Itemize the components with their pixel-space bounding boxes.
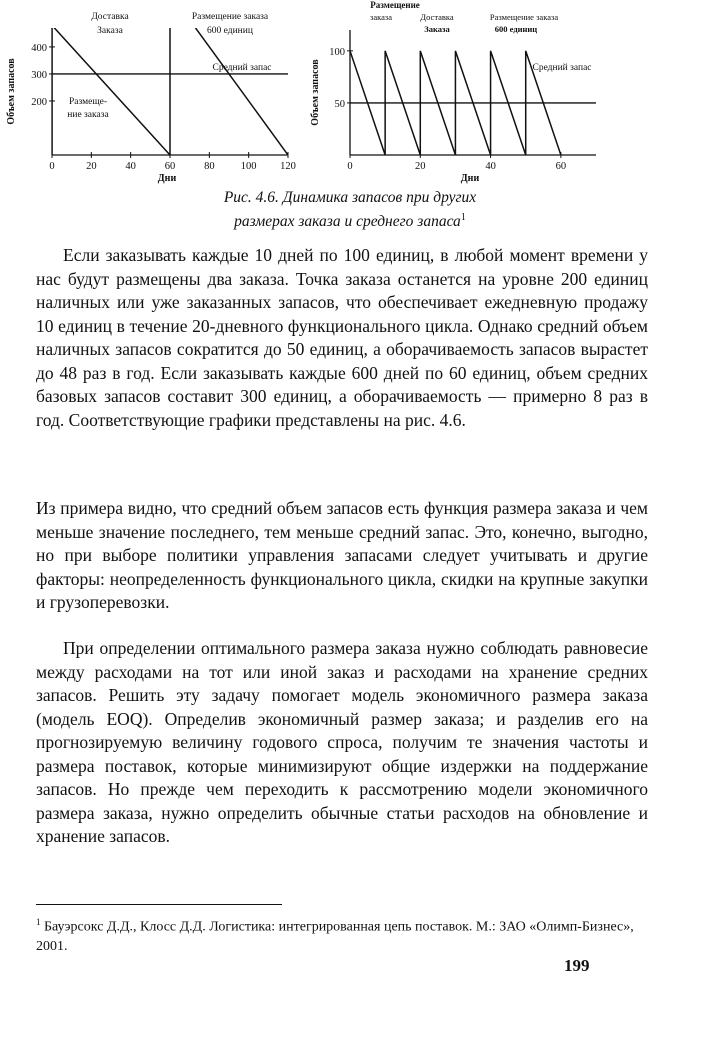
y-tick-label: 50 xyxy=(334,98,345,110)
x-axis-label: Дни xyxy=(460,173,480,184)
x-axis-label: Дни xyxy=(157,173,177,184)
x-tick-label: 80 xyxy=(204,161,215,172)
chart-annotation: 600 единиц xyxy=(207,26,253,36)
footnote-rule xyxy=(36,904,282,905)
figure-svg xyxy=(0,0,701,185)
paragraph-2: Из примера видно, что средний объем запасов есть функция размера заказа и чем меньше значение последнего, тем меньше средний запас. Это, конечно, выгодно, но при выборе политики управления запасами следует учитывать и другие факторы: неопределенность функционального цикла, скидки на крупные закупки и грузоперевозки. xyxy=(36,498,648,612)
chart-annotation: Доставка xyxy=(91,12,129,22)
x-tick-label: 100 xyxy=(240,161,257,172)
chart-annotation: Средний запас xyxy=(212,63,272,73)
figure-4-6 xyxy=(0,0,701,185)
y-axis-label: Объем запасов xyxy=(310,59,321,126)
x-tick-label: 60 xyxy=(164,161,176,172)
series-line xyxy=(52,0,288,155)
caption-line-2: размерах заказа и среднего запаса xyxy=(234,213,461,231)
footnote-text: Бауэрсокс Д.Д., Клосс Д.Д. Логистика: интегрированная цепь поставок. М.: ЗАО «Олимп-Бизнес», 2001. xyxy=(36,919,634,954)
x-tick-label: 120 xyxy=(280,161,296,172)
chart-left xyxy=(6,0,296,184)
figure-caption xyxy=(140,188,560,232)
x-tick-label: 20 xyxy=(415,161,426,172)
x-tick-label: 40 xyxy=(485,161,496,172)
caption-footnote-mark: 1 xyxy=(460,212,466,223)
y-axis-label: Объем запасов xyxy=(6,58,17,125)
chart-annotation: Доставка xyxy=(420,12,454,22)
chart-annotation: Средний запас xyxy=(532,63,592,73)
footnote xyxy=(36,913,636,956)
chart-annotation: Заказа xyxy=(424,24,450,34)
y-tick-label: 200 xyxy=(31,96,47,108)
chart-annotation: Размеще- xyxy=(68,97,108,107)
chart-annotation: Заказа xyxy=(97,26,123,36)
chart-annotation: 600 единиц xyxy=(494,24,538,34)
x-tick-label: 60 xyxy=(555,161,567,172)
x-tick-label: 20 xyxy=(86,161,97,172)
caption-line-1: Рис. 4.6. Динамика запасов при других xyxy=(223,189,477,206)
chart-annotation: ние заказа xyxy=(67,110,109,120)
x-tick-label: 40 xyxy=(125,161,136,172)
chart-right xyxy=(310,0,596,184)
chart-annotation: заказа xyxy=(369,12,393,22)
paragraph-3: При определении оптимального размера заказа нужно соблюдать равновесие между расходами на тот или иной заказ и расходами на хранение средних запасов. Решить эту задачу помогает модель экономичного размера заказа (модель EOQ). Определив экономичный размер заказа; и разделив его на прогнозируемую величину годового спроса, получим те значения частоты и размера поставок, которые минимизируют общие издержки на поддержание запасов. Но прежде чем переходить к рассмотрению модели экономичного размера заказа, нужно определить обычные статьи расходов на обновление и хранение запасов. xyxy=(36,638,648,846)
chart-annotation: Размещение заказа xyxy=(191,12,269,22)
x-tick-label: 0 xyxy=(49,161,55,172)
footnote-mark: 1 xyxy=(36,917,41,927)
y-tick-label: 100 xyxy=(329,46,345,58)
paragraph-1: Если заказывать каждые 10 дней по 100 единиц, в любой момент времени у нас будут размещены два заказа. Точка заказа останется на уровне 200 единиц наличных или уже заказанных запасов, что обеспечивает ежедневную продажу 10 единиц в течение 20-дневного функционального цикла. Однако средний объем наличных запасов сократится до 50 единиц, а оборачиваемость запасов вырастет до 48 раз в год. Если заказывать каждые 600 дней по 60 единиц, объем средних базовых запасов составит 300 единиц, а оборачиваемость — примерно 8 раз в год. Соответствующие графики представлены на рис. 4.6. xyxy=(36,245,648,430)
chart-annotation: Размещение xyxy=(370,0,420,10)
chart-annotation: Размещение заказа xyxy=(489,12,559,22)
page-number: 199 xyxy=(564,956,590,975)
x-tick-label: 0 xyxy=(347,161,353,172)
y-tick-label: 300 xyxy=(31,69,47,81)
y-tick-label: 400 xyxy=(31,42,47,54)
